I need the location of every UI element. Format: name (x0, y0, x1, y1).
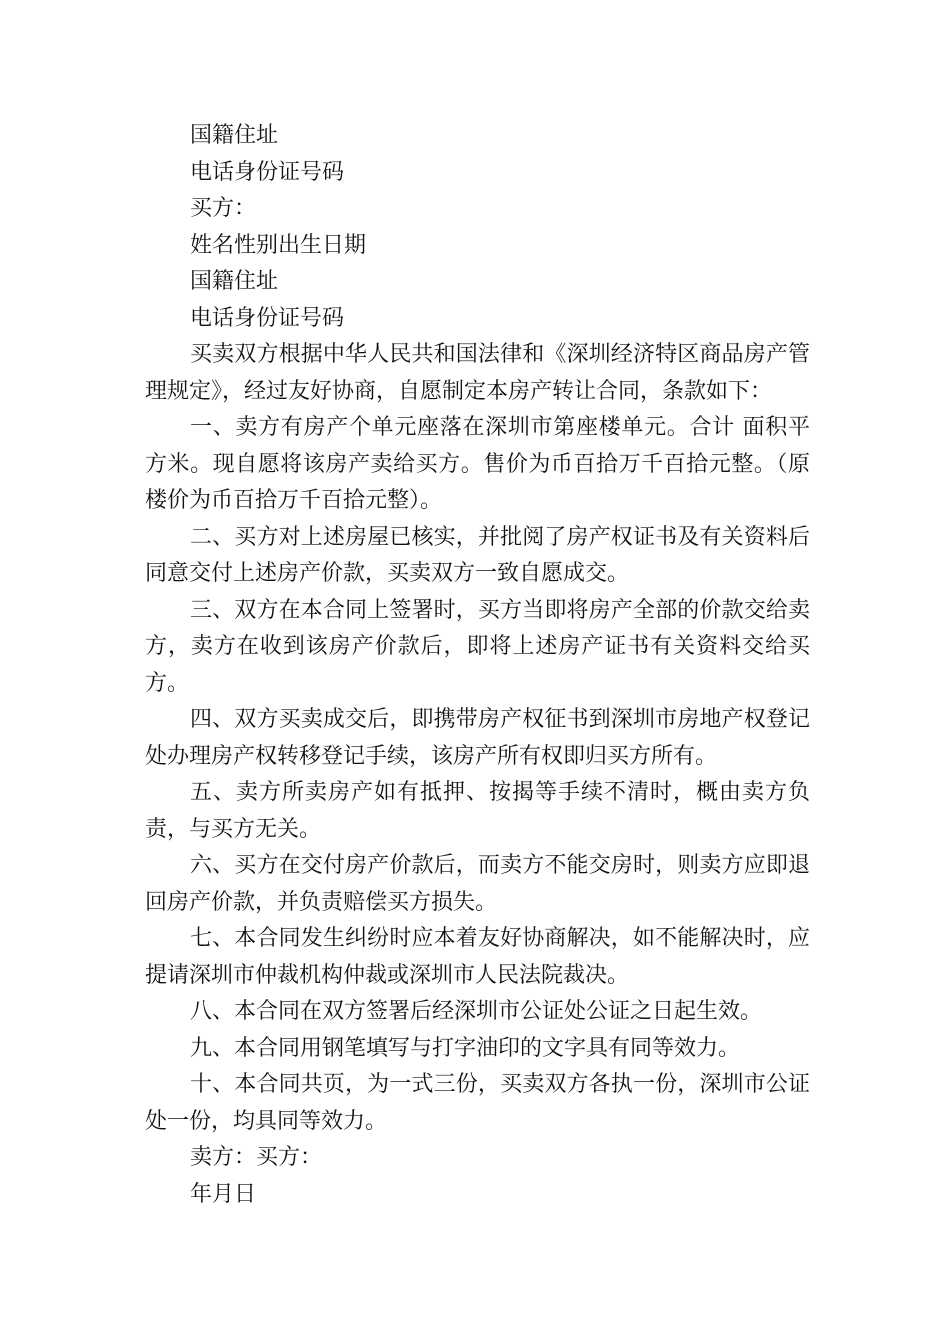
clause-6: 六、买方在交付房产价款后，而卖方不能交房时，则卖方应即退回房产价款，并负责赔偿买方损失。 (145, 853, 810, 915)
clause-9: 九、本合同用钢笔填写与打字油印的文字具有同等效力。 (190, 1035, 741, 1061)
clause-10: 十、本合同共页，为一式三份，买卖双方各执一份，深圳市公证处一份，均具同等效力。 (145, 1072, 810, 1134)
signature-line: 卖方：买方： (190, 1145, 323, 1170)
seller-nationality-address-line: 国籍住址 (190, 123, 279, 148)
buyer-name-fields-line: 姓名性别出生日期 (190, 232, 367, 258)
clause-3: 三、双方在本合同上签署时，买方当即将房产全部的价款交给卖方，卖方在收到该房产价款后，即将上述房产证书有关资料交给买方。 (145, 597, 810, 696)
intro-paragraph: 买卖双方根据中华人民共和国法律和《深圳经济特区商品房产管理规定》，经过友好协商，自愿制定本房产转让合同，条款如下： (145, 342, 810, 404)
buyer-phone-id-line: 电话身份证号码 (190, 305, 345, 331)
contract-body (145, 118, 810, 1213)
clause-2: 二、买方对上述房屋已核实，并批阅了房产权证书及有关资料后同意交付上述房产价款，买卖双方一致自愿成交。 (145, 524, 810, 586)
buyer-label: 买方： (190, 196, 257, 221)
clause-4: 四、双方买卖成交后，即携带房产权征书到深圳市房地产权登记处办理房产权转移登记手续，该房产所有权即归买方所有。 (145, 707, 810, 769)
clause-5: 五、卖方所卖房产如有抵押、按揭等手续不清时，概由卖方负责，与买方无关。 (145, 780, 810, 842)
clause-7: 七、本合同发生纠纷时应本着友好协商解决，如不能解决时，应提请深圳市仲裁机构仲裁或深圳市人民法院裁决。 (145, 926, 810, 988)
clause-1: 一、卖方有房产个单元座落在深圳市第座楼单元。合计 面积平方米。现自愿将该房产卖给买方。售价为币百拾万千百拾元整。（原楼价为币百拾万千百拾元整）。 (145, 415, 810, 513)
clause-8: 八、本合同在双方签署后经深圳市公证处公证之日起生效。 (190, 999, 763, 1024)
buyer-nationality-address-line: 国籍住址 (190, 269, 279, 294)
date-line: 年月日 (190, 1181, 257, 1207)
seller-phone-id-line: 电话身份证号码 (190, 159, 345, 185)
